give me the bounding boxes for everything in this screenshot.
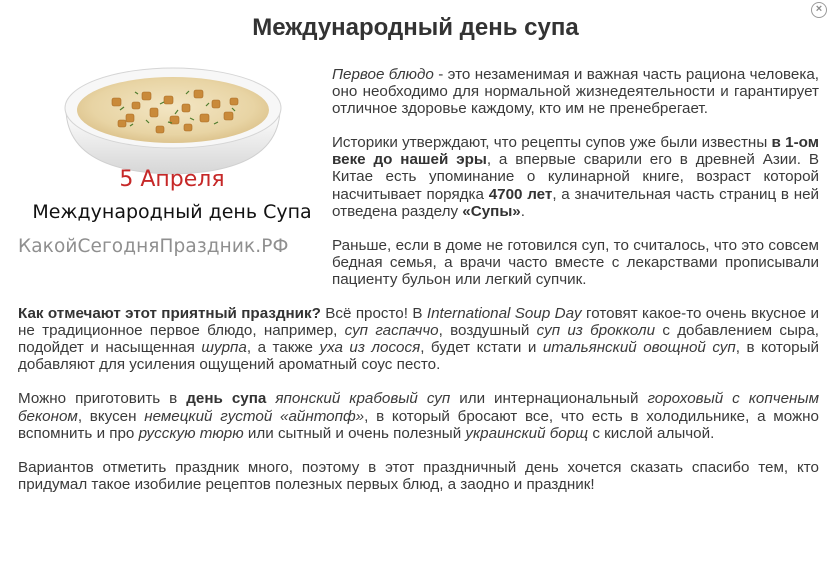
- promo-caption: Международный день Супа: [32, 201, 312, 223]
- promo-image: [18, 64, 326, 278]
- paragraph-celebration: Как отмечают этот приятный праздник? Всё просто! В International Soup Day готовят какое-то очень вкусное и не традиционное первое блюдо, например, суп гаспаччо, воздушный суп из брокколи с добавлением сыра, подойдет и насыщенная шурпа, а также уха из лосося, будет кстати и итальянский овощной суп, в который добавляют для усиления ощущений ароматный соус песто.: [18, 305, 820, 374]
- paragraph-intro: Первое блюдо - это незаменимая и важная часть рациона человека, оно необходимо для нормальной жизнедеятельности и гарантирует отличное здоровье каждому, кто им не пренебрегает.: [332, 66, 820, 118]
- paragraph-history: Историки утверждают, что рецепты супов уже были известны в 1-ом веке до нашей эры, а впервые сварили его в древней Азии. В Китае есть упоминание о кулинарной книге, возраст которой насчитывает порядка 4700 лет, а значительная часть страниц в ней отведена разделу «Супы».: [332, 134, 820, 220]
- soup-bowl-illustration: [60, 64, 286, 176]
- promo-date: 5 Апреля: [119, 167, 225, 192]
- article-body: [18, 66, 819, 510]
- close-icon[interactable]: ×: [811, 2, 827, 18]
- promo-site-watermark: КакойСегодняПраздник.РФ: [18, 236, 289, 257]
- page-title: Международный день супа: [252, 14, 579, 41]
- paragraph-recipes: Можно приготовить в день супа японский крабовый суп или интернациональный гороховый с копченым беконом, вкусен немецкий густой «айнтопф», в который бросают все, что есть в холодильнике, а можно вспомнить и про русскую тюрю или сытный и очень полезный украинский борщ с кислой алычой.: [18, 390, 819, 442]
- paragraph-closing: Вариантов отметить праздник много, поэтому в этот праздничный день хочется сказать спасибо тем, кто придумал такое изобилие рецептов полезных первых блюд, а заодно и праздник!: [18, 458, 819, 493]
- paragraph-tradition: Раньше, если в доме не готовился суп, то считалось, что это совсем бедная семья, а врачи часто вместе с лекарствами прописывали пациенту бульон или легкий супчик.: [332, 236, 819, 288]
